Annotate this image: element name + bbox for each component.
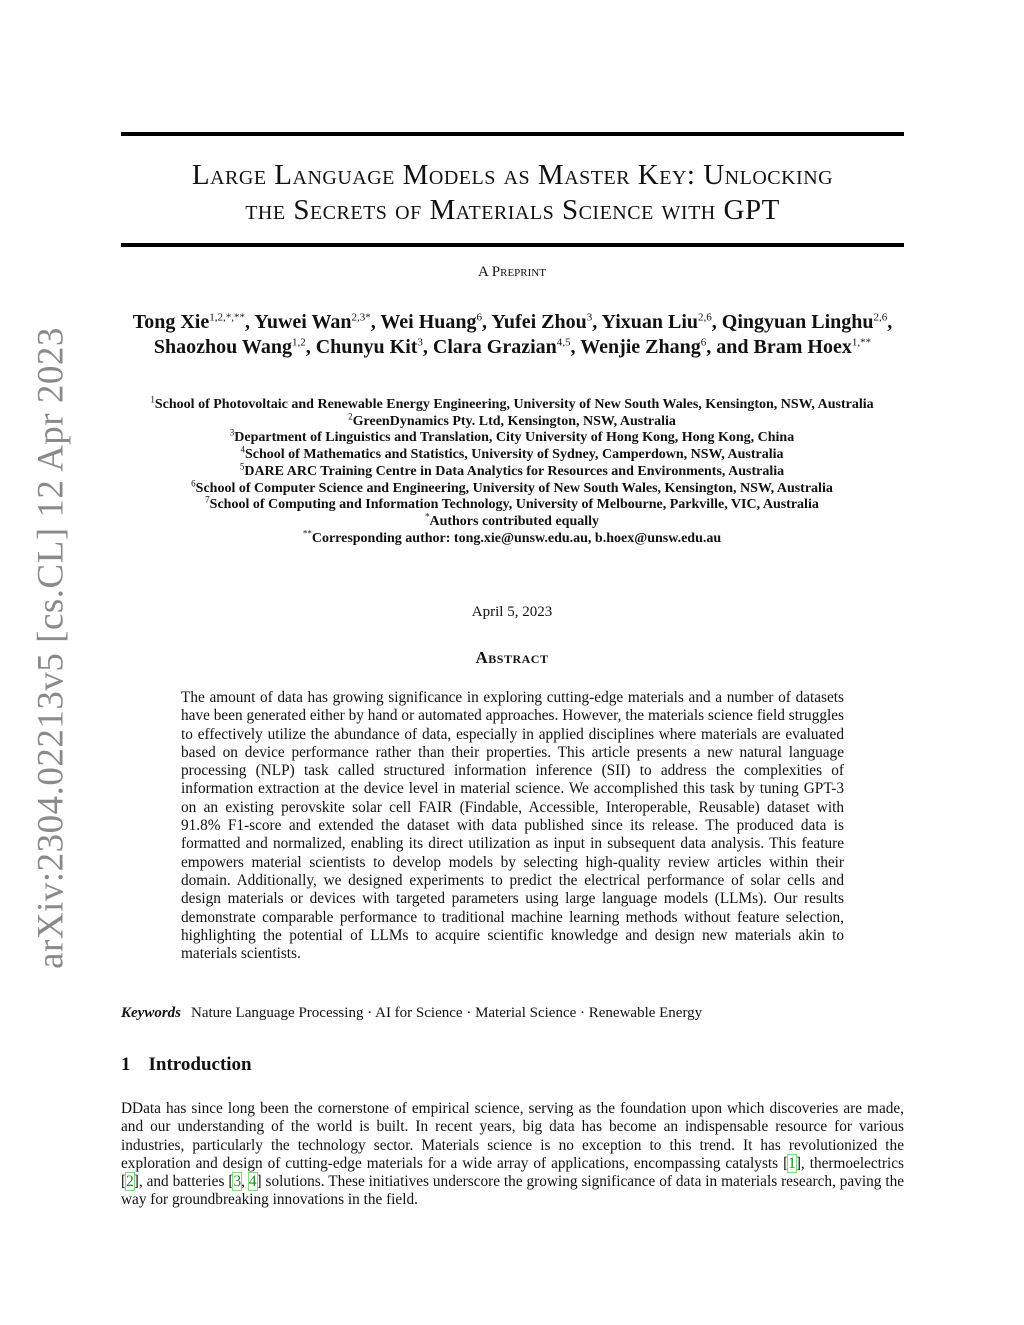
author: Tong Xie$^{1,2,*,**}$ xyxy=(132,311,245,333)
keywords-label: Keywords xyxy=(121,1005,181,1021)
preprint-label: A Preprint xyxy=(478,264,546,280)
abstract-text: The amount of data has growing significance in exploring cutting-edge materials and a number of datasets have been generated either by hand or automated approaches. However, the materials science field struggles to effectively utilize the abundance of data, especially in applied disciplines where materials are evaluated based on device performance rather than their properties. This article presents a new natural language processing (NLP) task called structured information inference (SII) to address the complexities of information extraction at the device level in material science. We accomplished this task by tuning GPT-3 on an existing perovskite solar cell FAIR (Findable, Accessible, Interoperable, Reusable) dataset with 91.8% F1-score and extended the dataset with data published since its release. The produced data is formatted and normalized, enabling its direct utilization as input in subsequent data analysis. This feature empowers material scientists to develop models by selecting high-quality review articles within their domain. Additionally, we designed experiments to predict the electrical performance of solar cells and design materials or devices with targeted parameters using large language models (LLMs). Our results demonstrate comparable performance to traditional machine learning methods without feature selection, highlighting the potential of LLMs to acquire scientific knowledge and design new materials akin to materials scientists. xyxy=(181,689,844,963)
publication-date: April 5, 2023 xyxy=(471,604,553,620)
author: Shaozhou Wang$^{1,2}$ xyxy=(153,336,306,358)
section-heading xyxy=(121,1054,252,1076)
affiliation: $^2$GreenDynamics Pty. Ltd, Kensington, NSW, Australia xyxy=(348,411,676,429)
paper-title-line-1: Large Language Models as Master Key: Unlocking xyxy=(191,159,834,191)
title-rule-bottom xyxy=(121,243,904,247)
affiliation: $^3$Department of Linguistics and Translation, City University of Hong Kong, Hong Kong, China xyxy=(229,427,795,446)
citation-link[interactable]: 2 xyxy=(126,1173,134,1191)
author: Yixuan Liu$^{2,6}$ xyxy=(601,311,712,333)
abstract-heading: Abstract xyxy=(475,648,549,667)
keywords xyxy=(121,1005,904,1022)
author: Yuwei Wan$^{2,3*}$ xyxy=(254,311,371,333)
author: Clara Grazian$^{4,5}$ xyxy=(432,336,571,358)
paper-title xyxy=(121,158,904,228)
title-rule-top xyxy=(121,132,904,136)
section-number: 1 xyxy=(121,1054,131,1075)
equal-contribution-note: *Authors contributed equally xyxy=(424,511,600,529)
affiliation: $^5$DARE ARC Training Centre in Data Analytics for Resources and Environments, Australia xyxy=(239,461,785,479)
author: Wei Huang$^6$ xyxy=(380,311,483,333)
author: Yufei Zhou$^3$ xyxy=(491,311,593,333)
affiliation: $^4$School of Mathematics and Statistics, University of Sydney, Camperdown, NSW, Australia xyxy=(240,444,784,463)
affiliation: $^6$School of Computer Science and Engineering, University of New South Wales, Kensington, NSW, Australia xyxy=(191,477,833,496)
arxiv-identifier-text: arXiv:2304.02213v5 [cs.CL] 12 Apr 2023 xyxy=(30,327,72,969)
citation-link[interactable]: 1 xyxy=(788,1154,796,1172)
affiliation-list xyxy=(100,394,924,547)
author: Qingyuan Linghu$^{2,6}$ xyxy=(721,311,888,333)
corresponding-author-note: **Corresponding author: tong.xie@unsw.edu.au, b.hoex@unsw.edu.au xyxy=(302,527,722,546)
author-list: Tong Xie$^{1,2,*,**}$, Yuwei Wan$^{2,3*}$, Wei Huang$^6$, Yufei Zhou$^3$, Yixuan Liu$^{2,6}$, Qingyuan Linghu$^{2,6}$, Shaozhou Wang$^{1,2}$, Chunyu Kit$^3$, Clara Grazian$^{4,5}$, Wenjie Zhang$^6$, and Bram Hoex$^{1,**}$ xyxy=(132,311,893,358)
affiliation: $^1$School of Photovoltaic and Renewable Energy Engineering, University of New South Wales, Kensington, NSW, Australia xyxy=(150,394,874,412)
affiliation: $^7$School of Computing and Information Technology, University of Melbourne, Parkville, VIC, Australia xyxy=(205,494,819,513)
citation-link[interactable]: 3 xyxy=(233,1173,242,1191)
section-title: Introduction xyxy=(148,1054,252,1075)
author: Chunyu Kit$^3$ xyxy=(315,336,423,358)
paper-title-line-2: the Secrets of Materials Science with GPT xyxy=(245,194,780,226)
citation-link[interactable]: 4 xyxy=(248,1173,257,1191)
introduction-paragraph: DData has since long been the cornerstone of empirical science, serving as the foundation upon which discoveries are made, and our understanding of the world is built. In recent years, big data has become an indispensable resource for various industries, particularly the technology sector. Materials science is no exception to this trend. It has revolutionized the exploration and design of cutting-edge materials for a wide array of applications, encompassing catalysts [1], thermoelectrics [2], and batteries [3, 4] solutions. These initiatives underscore the growing significance of data in materials research, paving the way for groundbreaking innovations in the field. xyxy=(121,1100,905,1209)
author: Bram Hoex$^{1,**}$ xyxy=(753,336,872,358)
keywords-text: Nature Language Processing · AI for Science · Material Science · Renewable Energy xyxy=(191,1005,703,1021)
author: Wenjie Zhang$^6$ xyxy=(580,336,707,358)
